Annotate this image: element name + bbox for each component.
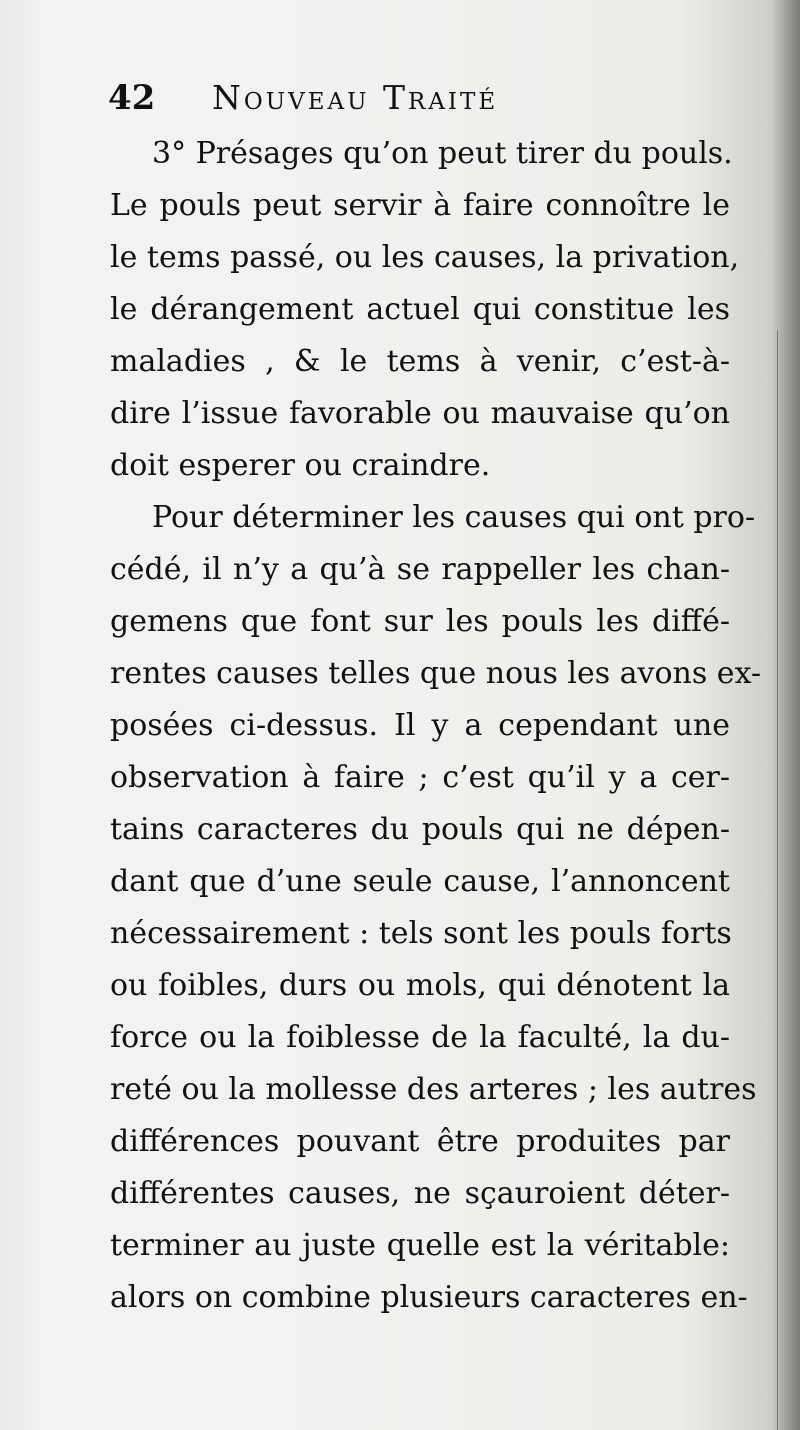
- text-line: alors on combine plusieurs caracteres en-: [110, 1280, 748, 1315]
- text-line: nécessairement : tels sont les pouls forts: [110, 916, 732, 951]
- text-line: tains caracteres du pouls qui ne dépen-: [110, 812, 730, 847]
- body-text: [110, 128, 762, 1324]
- text-line: force ou la foiblesse de la faculté, la du-: [110, 1020, 730, 1055]
- text-line: Pour déterminer les causes qui ont pro-: [152, 500, 756, 535]
- paragraph: [110, 492, 762, 1324]
- page-edge: [777, 330, 778, 1430]
- text-line: différentes causes, ne sçauroient déter-: [110, 1176, 730, 1211]
- text-line: terminer au juste quelle est la véritable:: [110, 1228, 730, 1263]
- page-number: 42: [108, 78, 156, 118]
- text-line: différences pouvant être produites par: [110, 1124, 730, 1159]
- text-line: dire l’issue favorable ou mauvaise qu’on: [110, 396, 730, 431]
- text-line: Le pouls peut servir à faire connoître le: [110, 188, 730, 223]
- text-line: doit esperer ou craindre.: [110, 448, 491, 483]
- running-title: Nouveau Traité: [212, 78, 499, 117]
- text-line: maladies , & le tems à venir, c’est-à-: [110, 344, 730, 379]
- paragraph: [110, 128, 740, 492]
- running-head: [108, 74, 628, 122]
- text-line: ou foibles, durs ou mols, qui dénotent la: [110, 968, 730, 1003]
- text-line: observation à faire ; c’est qu’il y a cer-: [110, 760, 730, 795]
- text-line: reté ou la mollesse des arteres ; les autres: [110, 1072, 757, 1107]
- text-line: posées ci-dessus. Il y a cependant une: [110, 708, 730, 743]
- text-line: cédé, il n’y a qu’à se rappeller les chan-: [110, 552, 730, 587]
- text-line: 3° Présages qu’on peut tirer du pouls.: [152, 136, 733, 171]
- text-line: dant que d’une seule cause, l’annoncent: [110, 864, 730, 899]
- text-line: gemens que font sur les pouls les diffé-: [110, 604, 730, 639]
- text-line: rentes causes telles que nous les avons ex-: [110, 656, 762, 691]
- text-line: le tems passé, ou les causes, la privation,: [110, 240, 740, 275]
- text-line: le dérangement actuel qui constitue les: [110, 292, 730, 327]
